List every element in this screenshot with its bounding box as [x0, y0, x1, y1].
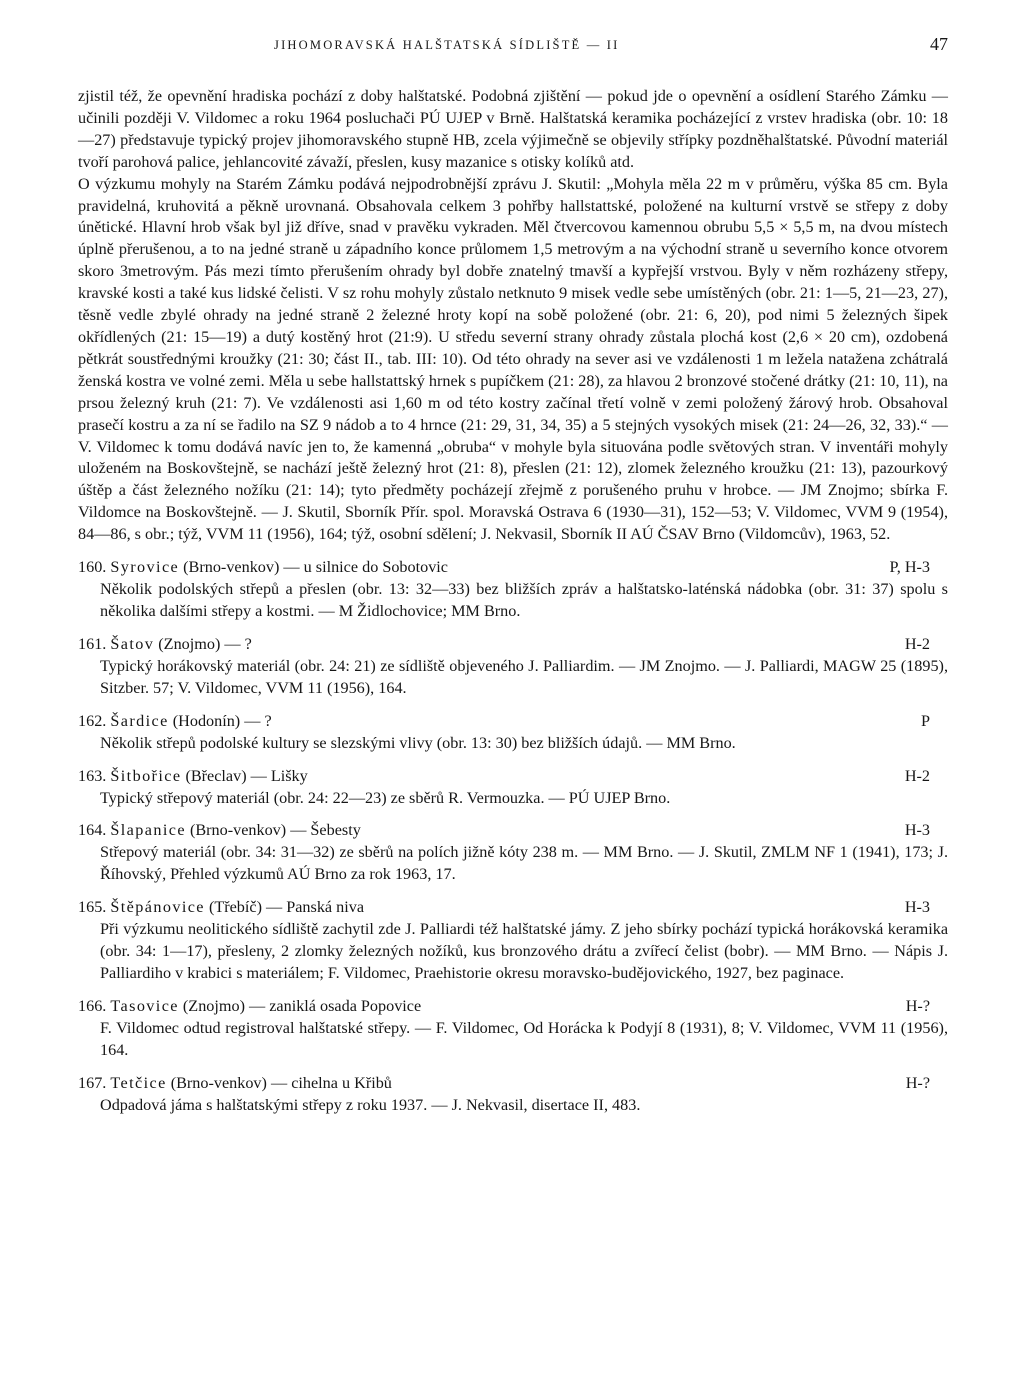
- entry-place: Šatov: [110, 634, 155, 653]
- entry-number: 163.: [78, 766, 107, 785]
- entry-code: P, H-3: [889, 558, 930, 577]
- entry-code: P: [920, 711, 930, 730]
- running-title: JIHOMORAVSKÁ HALŠTATSKÁ SÍDLIŠTĚ — II: [274, 38, 620, 52]
- site-entry: [78, 711, 948, 755]
- entry-location: (Brno-venkov) — Šebesty: [185, 821, 361, 840]
- entry-text: Typický střepový materiál (obr. 24: 22—23) ze sběrů R. Vermouzka. — PÚ UJEP Brno.: [100, 788, 671, 807]
- site-entries: [78, 557, 948, 1117]
- entry-number: 160.: [78, 558, 107, 577]
- site-entry: [78, 634, 948, 700]
- entry-location: (Hodonín) — ?: [168, 711, 272, 730]
- entry-number: 164.: [78, 821, 107, 840]
- entry-location: (Třebíč) — Panská niva: [204, 898, 365, 917]
- entry-place: Tasovice: [110, 997, 179, 1015]
- entry-code: H-?: [905, 1073, 930, 1092]
- entry-location: (Znojmo) — zaniklá osada Popovice: [178, 997, 422, 1015]
- entry-number: 167.: [78, 1073, 107, 1092]
- entry-heading: [78, 557, 948, 579]
- entry-text: Několik podolských střepů a přeslen (obr. 13: 32—33) bez bližších zpráv a halštatsko-laténská nádobka (obr. 31: 37) spolu s několika dalšími střepy a kostmi. — M Židlochovice; MM Brno.: [100, 580, 948, 620]
- running-header: [78, 34, 948, 58]
- body-text: [78, 86, 948, 546]
- entry-text: Střepový materiál (obr. 34: 31—32) ze sběrů na polích jižně kóty 238 m. — MM Brno. — J. Skutil, ZMLM NF 1 (1941), 173; J. Říhovský, Přehled výzkumů AÚ Brno za rok 1963, 17.: [100, 843, 948, 884]
- entry-place: Šitbořice: [110, 766, 182, 785]
- entry-code: H-3: [904, 821, 930, 840]
- entry-heading: [78, 711, 948, 733]
- paragraph: zjistil též, že opevnění hradiska pochází z doby halštatské. Podobná zjištění — pokud jde o opevnění a osídlení Starého Zámku — učinili později V. Vildomec a roku 1964 posluchači PÚ UJEP v Brně. Halštatská keramika pocházející z vrstev hradiska (obr. 10: 18—27) představuje typický projev jihomoravského stupně HB, zcela výjimečně se objevily střípky pozdněhalštatské. Původní materiál tvoří parohová palice, jehlancovité závaží, přeslen, kusy mazanice s otisky kolíků atd.: [78, 87, 948, 171]
- entry-heading: [78, 820, 948, 842]
- entry-location: (Znojmo) — ?: [154, 634, 252, 653]
- site-entry: [78, 557, 948, 623]
- entry-location: (Břeclav) — Lišky: [181, 766, 308, 785]
- entry-number: 166.: [78, 997, 107, 1015]
- entry-text: Typický horákovský materiál (obr. 24: 21) ze sídliště objeveného J. Palliardim. — JM Znojmo. — J. Palliardi, MAGW 25 (1895), Sitzber. 57; V. Vildomec, VVM 11 (1956), 164.: [100, 656, 948, 697]
- site-entry: [78, 820, 948, 886]
- entry-number: 161.: [78, 634, 107, 653]
- entry-place: Syrovice: [110, 558, 180, 577]
- entry-heading: [78, 996, 948, 1018]
- entry-text: Několik střepů podolské kultury se slezskými vlivy (obr. 13: 30) bez bližších údajů. — MM Brno.: [100, 733, 736, 752]
- entry-heading: [78, 766, 948, 788]
- entry-code: H-?: [905, 997, 930, 1015]
- entry-text: F. Vildomec odtud registroval halštatské střepy. — F. Vildomec, Od Horácka k Podyjí 8 (1931), 8; V. Vildomec, VVM 11 (1956), 164.: [100, 1019, 948, 1059]
- site-entry: [78, 1073, 948, 1117]
- entry-heading: [78, 897, 948, 919]
- entry-code: H-2: [904, 634, 930, 653]
- entry-place: Šlapanice: [110, 821, 186, 840]
- site-entry: [78, 766, 948, 810]
- entry-place: Tetčice: [110, 1073, 167, 1092]
- site-entry: [78, 897, 948, 985]
- entry-heading: [78, 1073, 948, 1095]
- entry-heading: [78, 634, 948, 656]
- paragraph: O výzkumu mohyly na Starém Zámku podává nejpodrobnější zprávu J. Skutil: „Mohyla měla 22 m v průměru, výška 85 cm. Byla pravidelná, kruhovitá a pěkně urovnaná. Obsahovala celkem 3 pohřby hallstattské, položené na kulturní vrstvě se střepy z doby únětické. Hlavní hrob však byl již dříve, snad v pravěku vykraden. Měl čtvercovou kamennou obrubu 5,5 × 5,5 m, na dvou místech úplně přerušenou, a to na jedné straně u západního konce průlomem 1,5 metrovým a na východní straně u severního konce otvorem skoro 3metrovým. Pás mezi tímto přerušením ohrady byl dobře znatelný tmavší a kypřejší vrstvou. Byly v něm rozházeny střepy, kravské kosti a také kus lidské čelisti. V sz rohu mohyly zůstalo netknuto 9 misek vedle sebe umístěných (obr. 21: 1—5, 21—23, 27), těsně vedle zbylé ohrady na jedné straně 2 železné hroty kopí na sobě položené (obr. 21: 6, 20), pod nimi 5 železných šipek okřídlených (21: 15—19) a dutý kostěný hrot (21:9). U středu severní strany ohrady zůstala plochá kost (2,6 × 20 cm), ozdobená pětkrát soustřednými kroužky (21: 30; část II., tab. III: 10). Od této ohrady na sever asi ve vzdálenosti 1 m ležela natažena zchátralá ženská kostra ve volné zemi. Měla u sebe hallstattský hrnek s pupíčkem (21: 28), za hlavou 2 bronzové stočené drátky (21: 10, 11), na prsou železný kruh (21: 7). Ve vzdálenosti asi 1,60 m od této kostry začínal třetí volně v zemi položený žárový hrob. Obsahoval prasečí kostru a za ní se řadilo na SZ 9 nádob a to 4 hrnce (21: 29, 31, 34, 35) a 5 stejných vysokých misek (21: 24—26, 32, 33).“ — V. Vildomec k tomu dodává navíc jen to, že kamenná „obruba“ v mohyle byla situována podle světových stran. V inventáři mohyly uloženém na Boskovštejně, se nachází ještě železný hrot (21: 8), přeslen (21: 12), zlomek železného kroužku (21: 13), pazourkový úštěp a část železného nožíku (21: 14); tyto předměty pocházejí zřejmě z porušeného pruhu v hrobce. — JM Znojmo; sbírka F. Vildomce na Boskovštejně. — J. Skutil, Sborník Přír. spol. Moravská Ostrava 6 (1930—31), 152—53; V. Vildomec, VVM 9 (1954), 84—86, s obr.; týž, VVM 11 (1956), 164; týž, osobní sdělení; J. Nekvasil, Sborník II AÚ ČSAV Brno (Vildomcův), 1963, 52.: [78, 174, 948, 544]
- entry-text: Při výzkumu neolitického sídliště zachytil zde J. Palliardi též halštatské jámy. Z jeho sbírky pochází typická horákovská keramika (obr. 34: 1—17), přesleny, 2 zlomky železných nožíků, kus bronzového drátu a zvířecí čelist (bobr). — MM Brno. — Nápis J. Palliardiho v krabici s materiálem; F. Vildomec, Praehistorie okresu moravsko-budějovického, 1927, bez paginace.: [100, 920, 948, 983]
- entry-place: Šardice: [110, 711, 169, 730]
- entry-number: 165.: [78, 898, 107, 917]
- document-page: [78, 34, 948, 1117]
- entry-text: Odpadová jáma s halštatskými střepy z roku 1937. — J. Nekvasil, disertace II, 483.: [100, 1095, 641, 1114]
- entry-code: H-3: [904, 898, 930, 917]
- entry-location: (Brno-venkov) — cihelna u Křibů: [166, 1073, 392, 1092]
- entry-number: 162.: [78, 711, 107, 730]
- entry-code: H-2: [904, 766, 930, 785]
- site-entry: [78, 996, 948, 1062]
- entry-location: (Brno-venkov) — u silnice do Sobotovic: [179, 558, 448, 577]
- page-number: 47: [930, 34, 948, 54]
- entry-place: Štěpánovice: [110, 898, 205, 917]
